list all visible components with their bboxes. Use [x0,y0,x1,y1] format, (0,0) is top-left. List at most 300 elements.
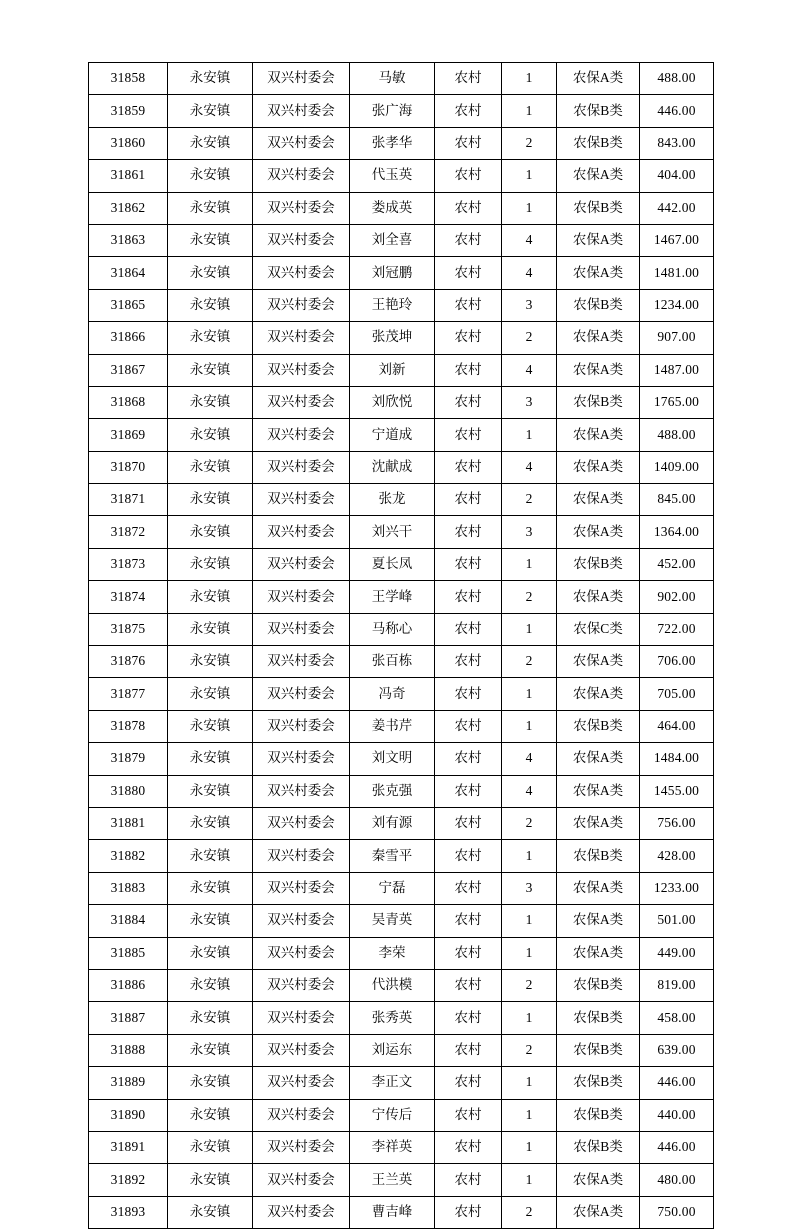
table-row [89,678,714,710]
table-row [89,1099,714,1131]
cell-name: 张龙 [350,484,435,516]
table-row [89,289,714,321]
cell-category: 农保B类 [557,1002,640,1034]
cell-village: 双兴村委会 [253,548,350,580]
table-row [89,354,714,386]
cell-id: 31887 [89,1002,168,1034]
cell-category: 农保A类 [557,322,640,354]
table-row [89,743,714,775]
cell-category: 农保B类 [557,1131,640,1163]
cell-type: 农村 [435,969,502,1001]
cell-town: 永安镇 [168,1196,253,1228]
cell-name: 姜书芹 [350,710,435,742]
cell-category: 农保C类 [557,613,640,645]
cell-town: 永安镇 [168,1099,253,1131]
cell-category: 农保A类 [557,937,640,969]
table-row [89,257,714,289]
cell-category: 农保A类 [557,224,640,256]
table-row [89,1131,714,1163]
cell-town: 永安镇 [168,937,253,969]
table-row [89,386,714,418]
cell-type: 农村 [435,224,502,256]
cell-town: 永安镇 [168,257,253,289]
cell-type: 农村 [435,872,502,904]
cell-name: 刘运东 [350,1034,435,1066]
cell-count: 4 [502,743,557,775]
cell-name: 张广海 [350,95,435,127]
cell-town: 永安镇 [168,127,253,159]
cell-village: 双兴村委会 [253,1131,350,1163]
cell-name: 王学峰 [350,581,435,613]
cell-id: 31871 [89,484,168,516]
cell-village: 双兴村委会 [253,1067,350,1099]
cell-amount: 1467.00 [640,224,714,256]
cell-id: 31863 [89,224,168,256]
cell-town: 永安镇 [168,775,253,807]
cell-amount: 446.00 [640,1067,714,1099]
cell-type: 农村 [435,451,502,483]
cell-name: 代洪模 [350,969,435,1001]
cell-category: 农保A类 [557,484,640,516]
subsidy-table [88,62,714,1229]
cell-amount: 756.00 [640,807,714,839]
cell-count: 3 [502,516,557,548]
cell-name: 张克强 [350,775,435,807]
cell-town: 永安镇 [168,322,253,354]
cell-town: 永安镇 [168,1067,253,1099]
cell-town: 永安镇 [168,516,253,548]
cell-village: 双兴村委会 [253,1002,350,1034]
cell-count: 1 [502,192,557,224]
cell-count: 1 [502,1099,557,1131]
cell-type: 农村 [435,160,502,192]
table-row [89,63,714,95]
cell-category: 农保A类 [557,905,640,937]
cell-count: 1 [502,1002,557,1034]
table-body [89,63,714,1229]
cell-amount: 1364.00 [640,516,714,548]
cell-type: 农村 [435,127,502,159]
cell-village: 双兴村委会 [253,95,350,127]
cell-amount: 907.00 [640,322,714,354]
cell-count: 1 [502,1067,557,1099]
cell-type: 农村 [435,386,502,418]
cell-type: 农村 [435,354,502,386]
cell-town: 永安镇 [168,451,253,483]
cell-town: 永安镇 [168,1164,253,1196]
cell-type: 农村 [435,1067,502,1099]
cell-village: 双兴村委会 [253,905,350,937]
cell-id: 31872 [89,516,168,548]
cell-town: 永安镇 [168,224,253,256]
cell-amount: 1765.00 [640,386,714,418]
cell-type: 农村 [435,905,502,937]
table-row [89,872,714,904]
cell-name: 李祥英 [350,1131,435,1163]
cell-village: 双兴村委会 [253,1034,350,1066]
cell-category: 农保B类 [557,548,640,580]
cell-id: 31885 [89,937,168,969]
cell-town: 永安镇 [168,613,253,645]
cell-amount: 488.00 [640,419,714,451]
cell-count: 1 [502,905,557,937]
cell-id: 31884 [89,905,168,937]
cell-name: 冯奇 [350,678,435,710]
cell-id: 31878 [89,710,168,742]
cell-id: 31858 [89,63,168,95]
cell-village: 双兴村委会 [253,354,350,386]
table-row [89,1196,714,1228]
cell-town: 永安镇 [168,678,253,710]
cell-category: 农保A类 [557,1164,640,1196]
cell-type: 农村 [435,1002,502,1034]
cell-category: 农保B类 [557,969,640,1001]
cell-count: 2 [502,484,557,516]
cell-village: 双兴村委会 [253,257,350,289]
cell-village: 双兴村委会 [253,1099,350,1131]
cell-village: 双兴村委会 [253,743,350,775]
cell-village: 双兴村委会 [253,419,350,451]
cell-town: 永安镇 [168,484,253,516]
cell-id: 31859 [89,95,168,127]
cell-count: 2 [502,646,557,678]
cell-count: 1 [502,710,557,742]
cell-category: 农保A类 [557,775,640,807]
cell-id: 31866 [89,322,168,354]
cell-name: 曹吉峰 [350,1196,435,1228]
cell-count: 2 [502,1034,557,1066]
cell-id: 31875 [89,613,168,645]
cell-type: 农村 [435,484,502,516]
cell-village: 双兴村委会 [253,646,350,678]
cell-name: 马称心 [350,613,435,645]
cell-id: 31868 [89,386,168,418]
cell-name: 刘新 [350,354,435,386]
cell-amount: 722.00 [640,613,714,645]
cell-town: 永安镇 [168,289,253,321]
cell-amount: 480.00 [640,1164,714,1196]
table-row [89,710,714,742]
cell-name: 宁道成 [350,419,435,451]
cell-id: 31880 [89,775,168,807]
cell-name: 王兰英 [350,1164,435,1196]
table-row [89,969,714,1001]
cell-count: 1 [502,419,557,451]
cell-count: 1 [502,548,557,580]
cell-count: 4 [502,775,557,807]
cell-name: 刘文明 [350,743,435,775]
cell-town: 永安镇 [168,807,253,839]
cell-name: 马敏 [350,63,435,95]
cell-id: 31883 [89,872,168,904]
table-row [89,1067,714,1099]
cell-type: 农村 [435,419,502,451]
cell-id: 31867 [89,354,168,386]
cell-type: 农村 [435,840,502,872]
cell-category: 农保A类 [557,354,640,386]
cell-name: 张孝华 [350,127,435,159]
cell-category: 农保B类 [557,95,640,127]
table-row [89,451,714,483]
cell-village: 双兴村委会 [253,484,350,516]
cell-count: 1 [502,63,557,95]
cell-village: 双兴村委会 [253,840,350,872]
cell-count: 4 [502,451,557,483]
cell-id: 31882 [89,840,168,872]
cell-count: 1 [502,840,557,872]
cell-town: 永安镇 [168,192,253,224]
cell-count: 1 [502,613,557,645]
cell-name: 王艳玲 [350,289,435,321]
table-row [89,127,714,159]
table-row [89,1002,714,1034]
cell-category: 农保A类 [557,807,640,839]
cell-id: 31861 [89,160,168,192]
cell-id: 31892 [89,1164,168,1196]
cell-category: 农保A类 [557,581,640,613]
cell-town: 永安镇 [168,581,253,613]
cell-amount: 1409.00 [640,451,714,483]
cell-name: 沈献成 [350,451,435,483]
cell-type: 农村 [435,289,502,321]
cell-type: 农村 [435,1196,502,1228]
cell-amount: 428.00 [640,840,714,872]
cell-id: 31888 [89,1034,168,1066]
table-row [89,322,714,354]
cell-amount: 706.00 [640,646,714,678]
cell-category: 农保B类 [557,127,640,159]
cell-type: 农村 [435,775,502,807]
cell-village: 双兴村委会 [253,581,350,613]
cell-count: 2 [502,127,557,159]
cell-id: 31877 [89,678,168,710]
cell-town: 永安镇 [168,1131,253,1163]
cell-category: 农保B类 [557,1099,640,1131]
cell-id: 31870 [89,451,168,483]
cell-type: 农村 [435,613,502,645]
cell-count: 2 [502,807,557,839]
cell-count: 2 [502,322,557,354]
cell-count: 4 [502,224,557,256]
cell-amount: 750.00 [640,1196,714,1228]
cell-count: 3 [502,289,557,321]
cell-amount: 845.00 [640,484,714,516]
cell-type: 农村 [435,548,502,580]
cell-id: 31876 [89,646,168,678]
cell-id: 31869 [89,419,168,451]
cell-amount: 1234.00 [640,289,714,321]
cell-count: 2 [502,581,557,613]
cell-village: 双兴村委会 [253,224,350,256]
cell-village: 双兴村委会 [253,710,350,742]
cell-village: 双兴村委会 [253,807,350,839]
cell-amount: 452.00 [640,548,714,580]
table-row [89,192,714,224]
cell-id: 31893 [89,1196,168,1228]
cell-name: 张秀英 [350,1002,435,1034]
cell-category: 农保B类 [557,1034,640,1066]
cell-town: 永安镇 [168,905,253,937]
cell-amount: 639.00 [640,1034,714,1066]
cell-village: 双兴村委会 [253,969,350,1001]
table-row [89,807,714,839]
cell-name: 张茂坤 [350,322,435,354]
cell-count: 2 [502,969,557,1001]
cell-town: 永安镇 [168,872,253,904]
cell-amount: 446.00 [640,1131,714,1163]
cell-name: 李荣 [350,937,435,969]
cell-amount: 501.00 [640,905,714,937]
cell-village: 双兴村委会 [253,127,350,159]
cell-name: 李正文 [350,1067,435,1099]
cell-name: 刘有源 [350,807,435,839]
table-row [89,613,714,645]
cell-town: 永安镇 [168,840,253,872]
cell-town: 永安镇 [168,354,253,386]
cell-type: 农村 [435,95,502,127]
cell-type: 农村 [435,743,502,775]
cell-id: 31881 [89,807,168,839]
cell-town: 永安镇 [168,1002,253,1034]
cell-town: 永安镇 [168,160,253,192]
cell-category: 农保A类 [557,646,640,678]
cell-amount: 446.00 [640,95,714,127]
cell-id: 31891 [89,1131,168,1163]
cell-name: 张百栋 [350,646,435,678]
cell-id: 31873 [89,548,168,580]
cell-id: 31860 [89,127,168,159]
cell-name: 宁磊 [350,872,435,904]
cell-category: 农保B类 [557,386,640,418]
cell-category: 农保B类 [557,289,640,321]
cell-type: 农村 [435,1099,502,1131]
cell-town: 永安镇 [168,548,253,580]
cell-village: 双兴村委会 [253,1196,350,1228]
cell-amount: 705.00 [640,678,714,710]
cell-amount: 843.00 [640,127,714,159]
cell-id: 31865 [89,289,168,321]
cell-town: 永安镇 [168,95,253,127]
table-row [89,160,714,192]
table-row [89,840,714,872]
cell-village: 双兴村委会 [253,160,350,192]
cell-amount: 1487.00 [640,354,714,386]
cell-type: 农村 [435,192,502,224]
cell-town: 永安镇 [168,710,253,742]
cell-type: 农村 [435,710,502,742]
cell-count: 1 [502,1131,557,1163]
cell-town: 永安镇 [168,63,253,95]
cell-village: 双兴村委会 [253,775,350,807]
cell-amount: 1455.00 [640,775,714,807]
cell-town: 永安镇 [168,743,253,775]
cell-count: 1 [502,160,557,192]
cell-type: 农村 [435,516,502,548]
cell-id: 31864 [89,257,168,289]
cell-name: 代玉英 [350,160,435,192]
table-row [89,484,714,516]
cell-town: 永安镇 [168,386,253,418]
cell-id: 31879 [89,743,168,775]
cell-village: 双兴村委会 [253,872,350,904]
cell-type: 农村 [435,678,502,710]
table-row [89,224,714,256]
cell-count: 1 [502,937,557,969]
cell-town: 永安镇 [168,969,253,1001]
cell-amount: 902.00 [640,581,714,613]
cell-type: 农村 [435,1034,502,1066]
table-row [89,548,714,580]
cell-category: 农保B类 [557,1067,640,1099]
cell-category: 农保A类 [557,743,640,775]
cell-amount: 1481.00 [640,257,714,289]
cell-amount: 458.00 [640,1002,714,1034]
cell-category: 农保B类 [557,192,640,224]
cell-count: 1 [502,95,557,127]
cell-category: 农保A类 [557,872,640,904]
cell-name: 吴青英 [350,905,435,937]
cell-category: 农保A类 [557,451,640,483]
cell-amount: 404.00 [640,160,714,192]
cell-village: 双兴村委会 [253,516,350,548]
cell-name: 刘全喜 [350,224,435,256]
table-row [89,516,714,548]
cell-village: 双兴村委会 [253,322,350,354]
cell-count: 2 [502,1196,557,1228]
cell-category: 农保A类 [557,516,640,548]
table-row [89,646,714,678]
cell-name: 刘欣悦 [350,386,435,418]
cell-type: 农村 [435,322,502,354]
cell-village: 双兴村委会 [253,937,350,969]
cell-amount: 819.00 [640,969,714,1001]
cell-category: 农保A类 [557,419,640,451]
table-row [89,581,714,613]
cell-count: 1 [502,1164,557,1196]
cell-name: 宁传后 [350,1099,435,1131]
cell-count: 3 [502,386,557,418]
cell-type: 农村 [435,581,502,613]
table-row [89,419,714,451]
table-row [89,1164,714,1196]
cell-count: 4 [502,257,557,289]
cell-amount: 1484.00 [640,743,714,775]
cell-id: 31862 [89,192,168,224]
cell-amount: 440.00 [640,1099,714,1131]
cell-village: 双兴村委会 [253,613,350,645]
table-row [89,95,714,127]
cell-count: 4 [502,354,557,386]
cell-name: 秦雪平 [350,840,435,872]
cell-name: 夏长凤 [350,548,435,580]
cell-id: 31874 [89,581,168,613]
cell-category: 农保A类 [557,678,640,710]
cell-type: 农村 [435,63,502,95]
cell-amount: 442.00 [640,192,714,224]
cell-category: 农保B类 [557,840,640,872]
cell-town: 永安镇 [168,419,253,451]
cell-category: 农保A类 [557,160,640,192]
cell-category: 农保A类 [557,63,640,95]
cell-village: 双兴村委会 [253,192,350,224]
cell-village: 双兴村委会 [253,386,350,418]
cell-type: 农村 [435,807,502,839]
cell-amount: 488.00 [640,63,714,95]
cell-id: 31889 [89,1067,168,1099]
cell-amount: 464.00 [640,710,714,742]
cell-amount: 449.00 [640,937,714,969]
cell-category: 农保B类 [557,710,640,742]
